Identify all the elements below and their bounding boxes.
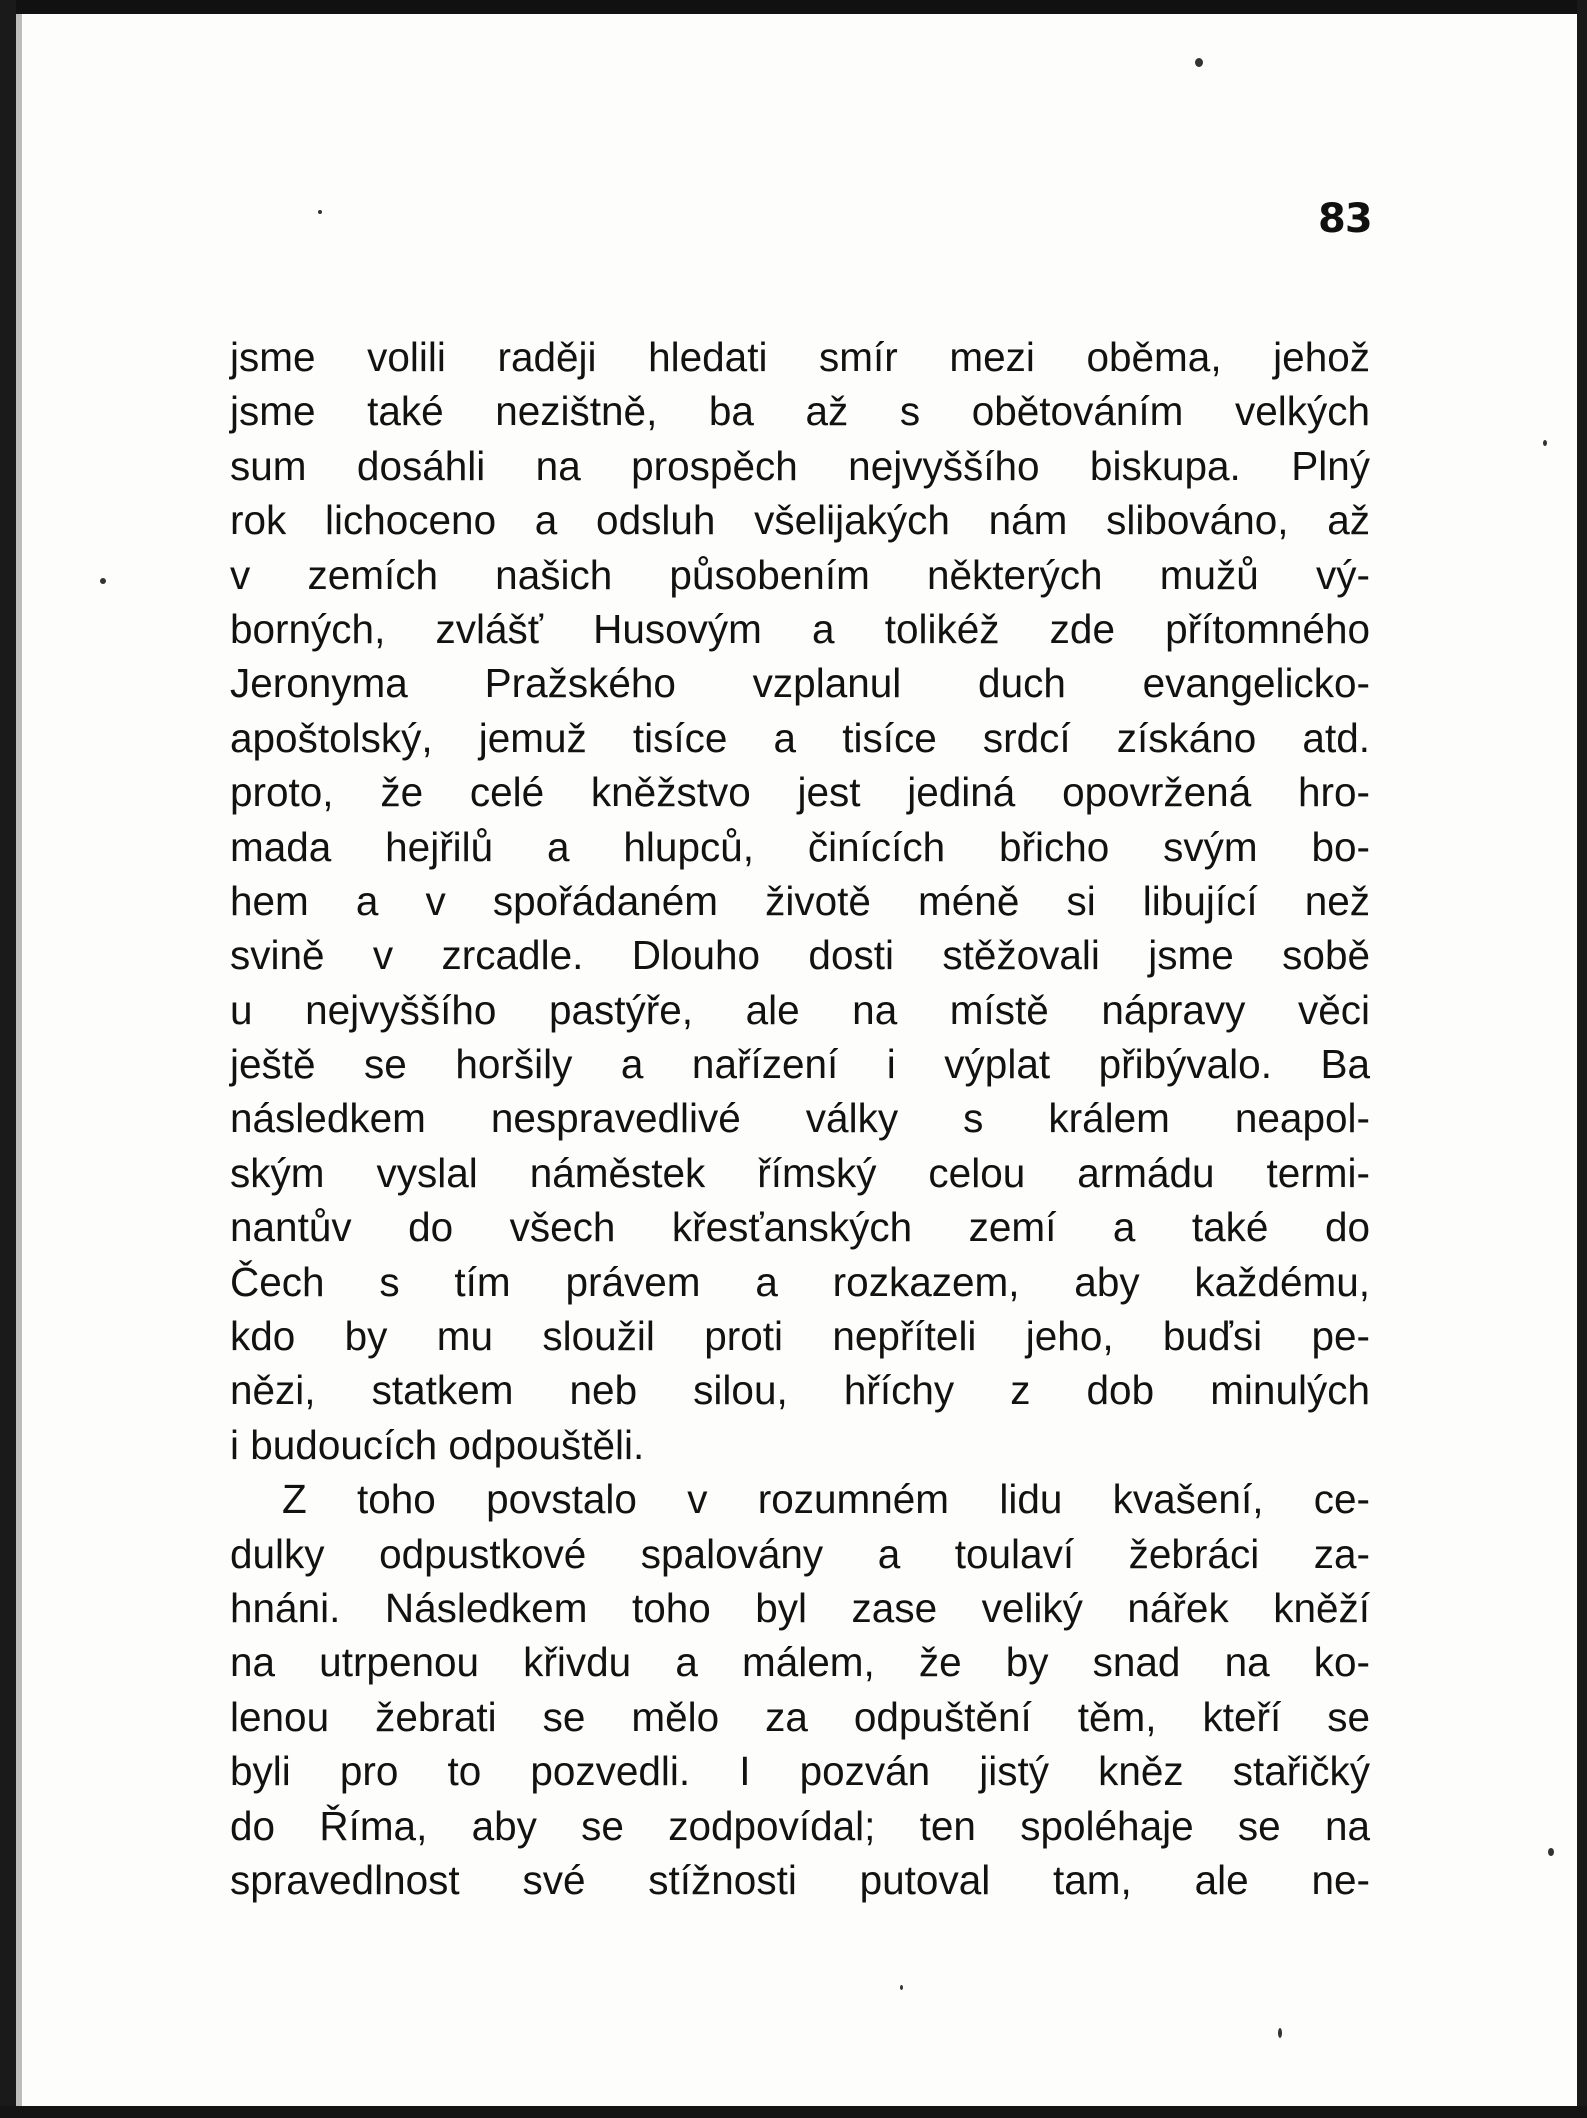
- text-line: apoštolský, jemuž tisíce a tisíce srdcí získáno atd.: [230, 714, 1370, 761]
- scan-speck: [900, 1985, 903, 1990]
- scan-edge-left: [0, 0, 16, 2118]
- text-line: nantův do všech křesťanských zemí a také do: [230, 1204, 1370, 1251]
- text-line: spravedlnost své stížnosti putoval tam, ale ne-: [230, 1856, 1370, 1903]
- scan-speck: [1195, 58, 1203, 67]
- text-line: Jeronyma Pražského vzplanul duch evangelicko-: [230, 660, 1370, 707]
- text-line: rok lichoceno a odsluh všelijakých nám slibováno, až: [230, 497, 1370, 544]
- text-line: proto, že celé kněžstvo jest jediná opovržená hro-: [230, 769, 1370, 816]
- text-line: v zemích našich působením některých mužů vý-: [230, 551, 1370, 598]
- scan-speck: [318, 210, 322, 214]
- text-line: hem a v spořádaném životě méně si libující než: [230, 877, 1370, 924]
- text-line: borných, zvlášť Husovým a tolikéž zde přítomného: [230, 605, 1370, 652]
- text-line: dulky odpustkové spalovány a toulaví žebráci za-: [230, 1530, 1370, 1577]
- body-text: [230, 330, 1370, 1907]
- text-line: nězi, statkem neb silou, hříchy z dob minulých: [230, 1367, 1370, 1414]
- text-line: u nejvyššího pastýře, ale na místě nápravy věci: [230, 986, 1370, 1033]
- text-line: následkem nespravedlivé války s králem neapol-: [230, 1095, 1370, 1142]
- text-line: Z toho povstalo v rozumném lidu kvašení, ce-: [282, 1476, 1370, 1523]
- text-line: Čech s tím právem a rozkazem, aby každému,: [230, 1258, 1370, 1305]
- text-line: ještě se horšily a nařízení i výplat přibývalo. Ba: [230, 1041, 1370, 1088]
- text-line: sum dosáhli na prospěch nejvyššího biskupa. Plný: [230, 442, 1370, 489]
- paragraph-1: [230, 330, 1370, 1472]
- text-line: jsme také nezištně, ba až s obětováním velkých: [230, 388, 1370, 435]
- text-line: ským vyslal náměstek římský celou armádu termi-: [230, 1149, 1370, 1196]
- text-line: hnáni. Následkem toho byl zase veliký nářek kněží: [230, 1584, 1370, 1631]
- scan-speck: [1543, 440, 1547, 446]
- text-line: kdo by mu sloužil proti nepříteli jeho, buďsi pe-: [230, 1313, 1370, 1360]
- text-line: byli pro to pozvedli. I pozván jistý kněz stařičký: [230, 1748, 1370, 1795]
- text-line: do Říma, aby se zodpovídal; ten spoléhaje se na: [230, 1802, 1370, 1849]
- scan-edge-left-shadow: [16, 14, 22, 2118]
- scan-edge-top: [0, 0, 1587, 14]
- text-line: mada hejřilů a hlupců, činících břicho svým bo-: [230, 823, 1370, 870]
- scan-speck: [1548, 1848, 1554, 1856]
- scan-speck: [1278, 2028, 1282, 2038]
- text-line: i budoucích odpouštěli.: [230, 1421, 645, 1468]
- scan-speck: [100, 578, 106, 584]
- paragraph-2: [230, 1472, 1370, 1907]
- text-line: svině v zrcadle. Dlouho dosti stěžovali jsme sobě: [230, 932, 1370, 979]
- text-line: jsme volili raději hledati smír mezi oběma, jehož: [230, 334, 1370, 380]
- scan-edge-bottom: [0, 2106, 1587, 2118]
- text-line: lenou žebrati se mělo za odpuštění těm, kteří se: [230, 1693, 1370, 1740]
- scan-edge-right: [1577, 0, 1587, 2118]
- text-line: na utrpenou křivdu a málem, že by snad na ko-: [230, 1639, 1370, 1686]
- page-number: 83: [1318, 196, 1372, 242]
